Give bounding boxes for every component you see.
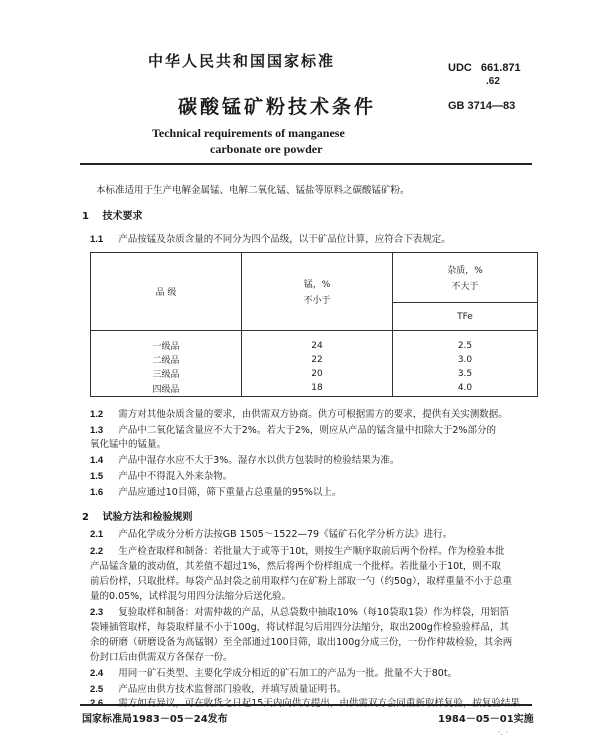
- mn-header-line2: 不小于: [303, 296, 331, 306]
- grade-spec-table: [90, 252, 538, 397]
- clause-text: 产品应通过10目筛，筛下重量占总重量的95%以上。: [118, 487, 342, 498]
- clause-number: 2.5: [90, 684, 104, 695]
- clause-number: 1.5: [90, 471, 104, 482]
- section-2-title: 试验方法和检验规则: [102, 512, 193, 523]
- section-1-heading: [82, 207, 142, 222]
- clause-1-1-text: 产品按锰及杂质含量的不同分为四个品级，以干矿品位计算，应符合下表规定。: [118, 234, 451, 245]
- clause-text: 产品应由供方技术监督部门验收，并填写质量证明书。: [118, 684, 347, 695]
- tfe-cell: 3.5: [393, 367, 538, 381]
- table-header-row-1: [91, 253, 538, 303]
- section-1-title: 技术要求: [102, 211, 143, 222]
- clause-number: 2.4: [90, 668, 104, 679]
- clause-2-3: [90, 606, 509, 620]
- clause-number: 2.2: [90, 546, 104, 557]
- standard-type-heading: 中华人民共和国国家标准: [148, 52, 336, 70]
- udc-line1: 661.871: [480, 62, 521, 74]
- clause-text: 产品中不得混入外来杂物。: [118, 471, 233, 482]
- clause-text: 生产检查取样和制备：若批量大于或等于10t，则按生产顺序取前后两个份样。作为检验本批: [118, 546, 505, 557]
- clause-text: 产品化学成分分析方法按GB 1505～1522—79《锰矿石化学分析方法》进行。: [118, 529, 453, 540]
- section-2-heading: [82, 508, 192, 523]
- mn-cell: 24: [242, 339, 393, 353]
- clause-number: 1.3: [90, 425, 104, 436]
- impurity-header-line1: 杂质，%: [447, 266, 483, 276]
- clause-1-5: [90, 470, 232, 484]
- clause-1-2: [90, 408, 508, 422]
- header-divider: [80, 163, 532, 165]
- mn-header-line1: 锰，%: [303, 280, 331, 290]
- tfe-cell: 4.0: [393, 381, 538, 397]
- impurity-header-line2: 不大于: [451, 282, 479, 292]
- mn-header: [242, 253, 393, 331]
- gb-number: GB 3714—83: [448, 100, 516, 112]
- english-title-line1: Technical requirements of manganese: [152, 126, 345, 140]
- grade-cell: 三级品: [91, 367, 242, 381]
- clause-text: 产品中二氧化锰含量应不大于2%。若大于2%，则应从产品的锰含量中扣除大于2%部分的: [118, 425, 496, 436]
- clause-2-2: [90, 545, 505, 559]
- clause-1-3-continued: 氧化锰中的锰量。: [90, 439, 167, 450]
- clause-2-4: [90, 667, 457, 681]
- scan-speck: ·. ·: [498, 728, 509, 737]
- clause-2-1: [90, 528, 452, 542]
- mn-cell: 18: [242, 381, 393, 397]
- section-2-number: 2: [82, 512, 89, 523]
- clause-number: 1.2: [90, 409, 104, 420]
- tfe-cell: 3.0: [393, 353, 538, 367]
- table-row: [91, 367, 538, 381]
- clause-number: 1.6: [90, 487, 104, 498]
- table-row: [91, 353, 538, 367]
- footer-divider: [80, 704, 532, 706]
- clause-2-3-line3: 余的研磨（研磨设备为高锰钢）至全部通过100目筛，取出100g分成三份，一份作仲裁检验，其余两: [90, 637, 513, 648]
- effective-date: 1984－05－01实施: [438, 714, 534, 725]
- impurity-header: [393, 253, 538, 303]
- tfe-header: TFe: [393, 303, 538, 331]
- clause-2-3-line4: 份封口后由供需双方各保存一份。: [90, 652, 233, 663]
- clause-text: 产品中湿存水应不大于3%。湿存水以供方包装时的检验结果为准。: [118, 455, 400, 466]
- udc-code: [448, 62, 521, 74]
- clause-number: 1.4: [90, 455, 104, 466]
- grade-cell: 一级品: [91, 339, 242, 353]
- clause-text: 用同一矿石类型、主要化学成分相近的矿石加工的产品为一批。批量不大于80t。: [118, 668, 458, 679]
- clause-2-2-line4: 量的0.05%，试样混匀用四分法缩分后送化验。: [90, 591, 292, 602]
- clause-text: 需方如有异议，可在收货之日起15天内向供方提出，由供需双方会同重新取样复验，按复验结果: [118, 698, 520, 709]
- table-row: [91, 381, 538, 397]
- clause-number: 2.1: [90, 529, 104, 540]
- table-spacer-row: [91, 331, 538, 339]
- mn-cell: 20: [242, 367, 393, 381]
- english-title-line2: carbonate ore powder: [210, 142, 323, 156]
- clause-text: 需方对其他杂质含量的要求，由供需双方协商。供方可根据需方的要求，提供有关实测数据。: [118, 409, 508, 420]
- intro-text: 本标准适用于生产电解金属锰、电解二氧化锰、锰盐等原料之碳酸锰矿粉。: [96, 185, 410, 196]
- clause-number: 2.3: [90, 607, 104, 618]
- clause-2-2-line2: 产品锰含量的波动值，其差值不超过1%，然后将两个份样组成一个批样。若批量小于10t，则不取: [90, 561, 501, 572]
- issue-date: 国家标准局1983－05－24发布: [82, 714, 228, 725]
- grade-header: 品 级: [91, 253, 242, 331]
- clause-1-6: [90, 486, 341, 500]
- grade-cell: 四级品: [91, 381, 242, 397]
- clause-2-5: [90, 683, 346, 697]
- grade-cell: 二级品: [91, 353, 242, 367]
- clause-2-3-line2: 袋锤插管取样，每袋取样量不小于100g，将试样混匀后用四分法缩分，取出200g作检验验样品，其: [90, 622, 509, 633]
- table-row: [91, 339, 538, 353]
- clause-1-3: [90, 424, 496, 438]
- mn-cell: 22: [242, 353, 393, 367]
- section-1-number: 1: [82, 211, 89, 222]
- udc-label: UDC: [448, 62, 472, 74]
- udc-line2: .62: [486, 76, 500, 87]
- tfe-cell: 2.5: [393, 339, 538, 353]
- clause-1-4: [90, 454, 399, 468]
- document-title: 碳酸锰矿粉技术条件: [178, 96, 377, 118]
- clause-2-2-line3: 前后份样，只取批样。每袋产品封袋之前用取样勺在矿粉上部取一勺（约50g），取样重量不小于总重: [90, 576, 512, 587]
- clause-1-1-number: 1.1: [90, 234, 104, 245]
- clause-1-1: [90, 233, 451, 247]
- clause-text: 复验取样和制备：对需仲裁的产品，从总袋数中抽取10%（每10袋取1袋）作为样袋，用铝箔: [118, 607, 509, 618]
- clause-number: 2.6: [90, 698, 104, 709]
